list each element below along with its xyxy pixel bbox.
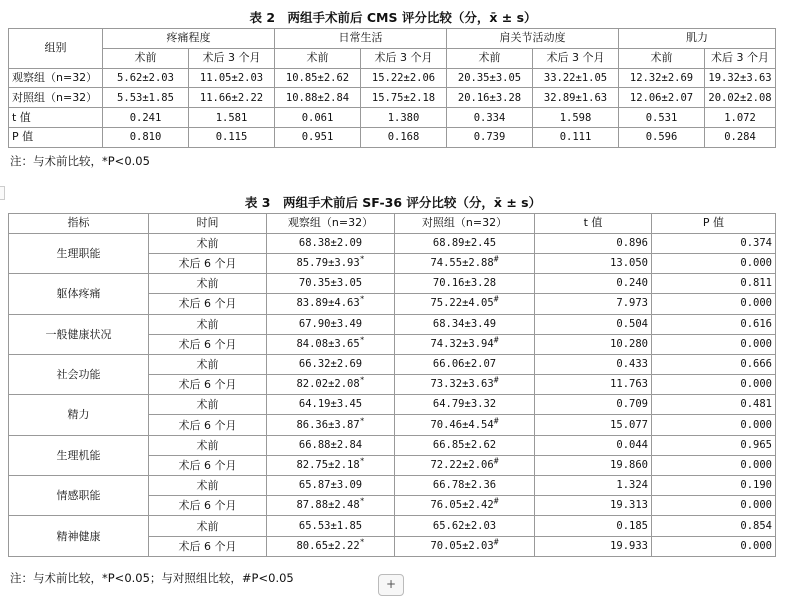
value-text: 0.185 (616, 519, 648, 532)
cell-value (652, 294, 776, 314)
significance-mark: # (493, 456, 499, 466)
cell-value (652, 314, 776, 334)
indicator-name: 生理机能 (9, 435, 149, 475)
cell-value (535, 455, 652, 475)
cell-value: 0.168 (361, 127, 447, 147)
value-text: 19.313 (610, 499, 648, 512)
value-text: 68.38±2.09 (298, 236, 363, 249)
time-label: 术前 (149, 274, 267, 294)
col-header: 观察组（n=32） (267, 214, 395, 234)
value-text: 0.481 (740, 398, 772, 411)
cell-value: 32.89±1.63 (533, 88, 619, 108)
cell-value (535, 476, 652, 496)
value-text: 64.79±3.32 (432, 398, 497, 411)
value-text: 65.87±3.09 (298, 479, 363, 492)
value-text: 0.000 (740, 297, 772, 310)
measure-header: 肩关节活动度 (447, 29, 619, 49)
time-label: 术前 (149, 233, 267, 253)
measure-header: 日常生活 (275, 29, 447, 49)
value-text: 0.000 (740, 458, 772, 471)
cell-value: 0.810 (103, 127, 189, 147)
value-text: 0.240 (616, 277, 648, 290)
significance-mark: * (359, 456, 365, 466)
indicator-name: 生理职能 (9, 233, 149, 273)
value-text: 80.65±2.22 (296, 539, 360, 552)
cell-value: 0.111 (533, 127, 619, 147)
cell-value: 5.62±2.03 (103, 68, 189, 88)
cell-value (395, 233, 535, 253)
significance-mark: * (359, 496, 365, 506)
value-text: 1.324 (616, 479, 648, 492)
cell-value (267, 334, 395, 354)
cell-value: 0.241 (103, 108, 189, 128)
cell-value (395, 476, 535, 496)
cell-value (535, 415, 652, 435)
cell-value: 0.951 (275, 127, 361, 147)
cell-value (395, 415, 535, 435)
add-button[interactable]: + (378, 574, 404, 596)
cell-value (267, 314, 395, 334)
value-text: 0.709 (616, 398, 648, 411)
indicator-name: 情感职能 (9, 476, 149, 516)
cell-value: 15.75±2.18 (361, 88, 447, 108)
value-text: 65.62±2.03 (432, 519, 497, 532)
cell-value (395, 516, 535, 536)
time-label: 术后 6 个月 (149, 455, 267, 475)
value-text: 0.000 (740, 337, 772, 350)
cell-value (652, 274, 776, 294)
cell-value: 15.22±2.06 (361, 68, 447, 88)
cell-value (395, 496, 535, 516)
time-label: 术前 (149, 516, 267, 536)
value-text: 66.88±2.84 (298, 438, 363, 451)
cell-value (652, 536, 776, 556)
significance-mark: * (359, 375, 365, 385)
value-text: 15.077 (610, 418, 648, 431)
value-text: 82.75±2.18 (296, 458, 360, 471)
row-label: t 值 (9, 108, 103, 128)
cell-value (267, 455, 395, 475)
value-text: 0.811 (740, 277, 772, 290)
cell-value (395, 354, 535, 374)
cell-value (267, 496, 395, 516)
measure-header: 疼痛程度 (103, 29, 275, 49)
cell-value (652, 233, 776, 253)
cell-value: 0.596 (619, 127, 705, 147)
time-label: 术后 6 个月 (149, 496, 267, 516)
value-text: 66.78±2.36 (432, 479, 497, 492)
table-row (9, 68, 776, 88)
subheader-before: 术前 (447, 48, 533, 68)
value-text: 0.504 (616, 317, 648, 330)
value-text: 0.854 (740, 519, 772, 532)
value-text: 68.89±2.45 (432, 236, 497, 249)
cell-value (652, 476, 776, 496)
cell-value (267, 294, 395, 314)
cell-value (535, 274, 652, 294)
cell-value: 0.284 (705, 127, 776, 147)
cell-value (535, 375, 652, 395)
significance-mark: # (493, 294, 499, 304)
value-text: 0.000 (740, 257, 772, 270)
time-label: 术前 (149, 314, 267, 334)
indicator-name: 躯体疼痛 (9, 274, 149, 314)
value-text: 0.616 (740, 317, 772, 330)
value-text: 0.000 (740, 418, 772, 431)
time-label: 术前 (149, 354, 267, 374)
value-text: 7.973 (616, 297, 648, 310)
time-label: 术后 6 个月 (149, 253, 267, 273)
time-label: 术后 6 个月 (149, 415, 267, 435)
cell-value (267, 233, 395, 253)
significance-mark: # (493, 375, 499, 385)
time-label: 术后 6 个月 (149, 536, 267, 556)
value-text: 0.965 (740, 438, 772, 451)
cell-value (652, 395, 776, 415)
col-header: t 值 (535, 214, 652, 234)
subheader-after: 术后 3 个月 (361, 48, 447, 68)
value-text: 74.32±3.94 (430, 337, 494, 350)
cell-value (267, 375, 395, 395)
cell-value: 20.02±2.08 (705, 88, 776, 108)
subheader-before: 术前 (619, 48, 705, 68)
time-label: 术前 (149, 395, 267, 415)
subheader-after: 术后 3 个月 (705, 48, 776, 68)
cell-value: 0.061 (275, 108, 361, 128)
cell-value (535, 536, 652, 556)
cell-value: 20.35±3.05 (447, 68, 533, 88)
subheader-after: 术后 3 个月 (533, 48, 619, 68)
value-text: 19.933 (610, 539, 648, 552)
value-text: 72.22±2.06 (430, 458, 494, 471)
value-text: 73.32±3.63 (430, 378, 494, 391)
value-text: 66.06±2.07 (432, 358, 497, 371)
value-text: 0.000 (740, 378, 772, 391)
significance-mark: * (359, 254, 365, 264)
table2-title: 表 2 两组手术前后 CMS 评分比较（分，x̄ ± s） (249, 10, 537, 25)
cell-value (267, 536, 395, 556)
cell-value: 1.598 (533, 108, 619, 128)
value-text: 0.000 (740, 539, 772, 552)
cell-value (267, 354, 395, 374)
cell-value (535, 233, 652, 253)
indicator-name: 社会功能 (9, 354, 149, 394)
significance-mark: # (493, 496, 499, 506)
cell-value (395, 294, 535, 314)
cell-value: 20.16±3.28 (447, 88, 533, 108)
cell-value: 0.531 (619, 108, 705, 128)
value-text: 65.53±1.85 (298, 519, 363, 532)
cell-value (395, 375, 535, 395)
cell-value (652, 435, 776, 455)
table-row (9, 314, 776, 334)
value-text: 0.044 (616, 438, 648, 451)
cell-value (652, 354, 776, 374)
cell-value (395, 455, 535, 475)
group-header: 组别 (9, 29, 103, 69)
time-label: 术前 (149, 435, 267, 455)
value-text: 0.666 (740, 358, 772, 371)
table-row (9, 88, 776, 108)
row-label: 观察组（n=32） (9, 68, 103, 88)
table2-note: 注：与术前比较，*P<0.05 (10, 154, 150, 168)
cell-value: 1.581 (189, 108, 275, 128)
value-text: 11.763 (610, 378, 648, 391)
cell-value: 0.334 (447, 108, 533, 128)
value-text: 68.34±3.49 (432, 317, 497, 330)
significance-mark: # (493, 254, 499, 264)
cell-value (652, 496, 776, 516)
value-text: 0.896 (616, 236, 648, 249)
cell-value: 11.66±2.22 (189, 88, 275, 108)
value-text: 76.05±2.42 (430, 499, 494, 512)
indicator-name: 一般健康状况 (9, 314, 149, 354)
cell-value: 0.115 (189, 127, 275, 147)
indicator-name: 精力 (9, 395, 149, 435)
value-text: 86.36±3.87 (296, 418, 360, 431)
significance-mark: # (493, 537, 499, 547)
cell-value: 19.32±3.63 (705, 68, 776, 88)
cell-value: 12.32±2.69 (619, 68, 705, 88)
cell-value (395, 274, 535, 294)
value-text: 0.000 (740, 499, 772, 512)
time-label: 术前 (149, 476, 267, 496)
cell-value (267, 435, 395, 455)
value-text: 84.08±3.65 (296, 337, 360, 350)
table-row (9, 435, 776, 455)
cms-score-table (8, 28, 776, 148)
value-text: 10.280 (610, 337, 648, 350)
table-row (9, 233, 776, 253)
value-text: 0.433 (616, 358, 648, 371)
cell-value (267, 253, 395, 273)
col-header: 指标 (9, 214, 149, 234)
cell-value: 1.072 (705, 108, 776, 128)
cell-value (267, 476, 395, 496)
value-text: 67.90±3.49 (298, 317, 363, 330)
cell-value (535, 395, 652, 415)
table-row (9, 395, 776, 415)
cell-value (652, 455, 776, 475)
cell-value (535, 334, 652, 354)
table3-title: 表 3 两组手术前后 SF-36 评分比较（分，x̄ ± s） (244, 195, 542, 210)
significance-mark: # (493, 335, 499, 345)
value-text: 83.89±4.63 (296, 297, 360, 310)
significance-mark: * (359, 416, 365, 426)
value-text: 87.88±2.48 (296, 499, 360, 512)
value-text: 0.190 (740, 479, 772, 492)
significance-mark: * (359, 294, 365, 304)
cell-value (395, 253, 535, 273)
table-row (9, 108, 776, 128)
cell-value (535, 435, 652, 455)
row-label: P 值 (9, 127, 103, 147)
value-text: 70.46±4.54 (430, 418, 494, 431)
cell-value (535, 516, 652, 536)
cell-value: 0.739 (447, 127, 533, 147)
cell-value: 5.53±1.85 (103, 88, 189, 108)
table-row (9, 354, 776, 374)
cell-value (395, 334, 535, 354)
table-row (9, 516, 776, 536)
cell-value (535, 314, 652, 334)
time-label: 术后 6 个月 (149, 294, 267, 314)
value-text: 85.79±3.93 (296, 257, 360, 270)
value-text: 64.19±3.45 (298, 398, 363, 411)
value-text: 82.02±2.08 (296, 378, 360, 391)
cell-value (267, 274, 395, 294)
cell-value: 12.06±2.07 (619, 88, 705, 108)
value-text: 74.55±2.88 (430, 257, 494, 270)
cell-value (535, 253, 652, 273)
significance-mark: # (493, 416, 499, 426)
cell-value (652, 415, 776, 435)
table3-note: 注：与术前比较，*P<0.05；与对照组比较，#P<0.05 (10, 571, 294, 585)
cell-value: 10.88±2.84 (275, 88, 361, 108)
sf36-score-table (8, 213, 776, 557)
cell-value (535, 496, 652, 516)
cell-value (267, 395, 395, 415)
measure-header: 肌力 (619, 29, 776, 49)
significance-mark: * (359, 335, 365, 345)
cell-value (395, 395, 535, 415)
value-text: 19.860 (610, 458, 648, 471)
table-row (9, 476, 776, 496)
col-header: P 值 (652, 214, 776, 234)
value-text: 70.16±3.28 (432, 277, 497, 290)
col-header: 时间 (149, 214, 267, 234)
subheader-before: 术前 (103, 48, 189, 68)
significance-mark: * (359, 537, 365, 547)
cell-value (652, 375, 776, 395)
time-label: 术后 6 个月 (149, 375, 267, 395)
cell-value (652, 253, 776, 273)
cell-value: 1.380 (361, 108, 447, 128)
cell-value (267, 516, 395, 536)
value-text: 70.35±3.05 (298, 277, 363, 290)
cell-value: 11.05±2.03 (189, 68, 275, 88)
cell-value (535, 354, 652, 374)
row-label: 对照组（n=32） (9, 88, 103, 108)
time-label: 术后 6 个月 (149, 334, 267, 354)
cell-value (395, 435, 535, 455)
value-text: 0.374 (740, 236, 772, 249)
subheader-before: 术前 (275, 48, 361, 68)
cell-value (395, 314, 535, 334)
value-text: 13.050 (610, 257, 648, 270)
value-text: 75.22±4.05 (430, 297, 494, 310)
cell-value (267, 415, 395, 435)
cell-value: 33.22±1.05 (533, 68, 619, 88)
subheader-after: 术后 3 个月 (189, 48, 275, 68)
cell-value (652, 334, 776, 354)
table-row (9, 127, 776, 147)
cell-value (652, 516, 776, 536)
table-row (9, 274, 776, 294)
value-text: 70.05±2.03 (430, 539, 494, 552)
value-text: 66.85±2.62 (432, 438, 497, 451)
indicator-name: 精神健康 (9, 516, 149, 556)
cell-value (395, 536, 535, 556)
cell-value (535, 294, 652, 314)
cell-value: 10.85±2.62 (275, 68, 361, 88)
value-text: 66.32±2.69 (298, 358, 363, 371)
col-header: 对照组（n=32） (395, 214, 535, 234)
